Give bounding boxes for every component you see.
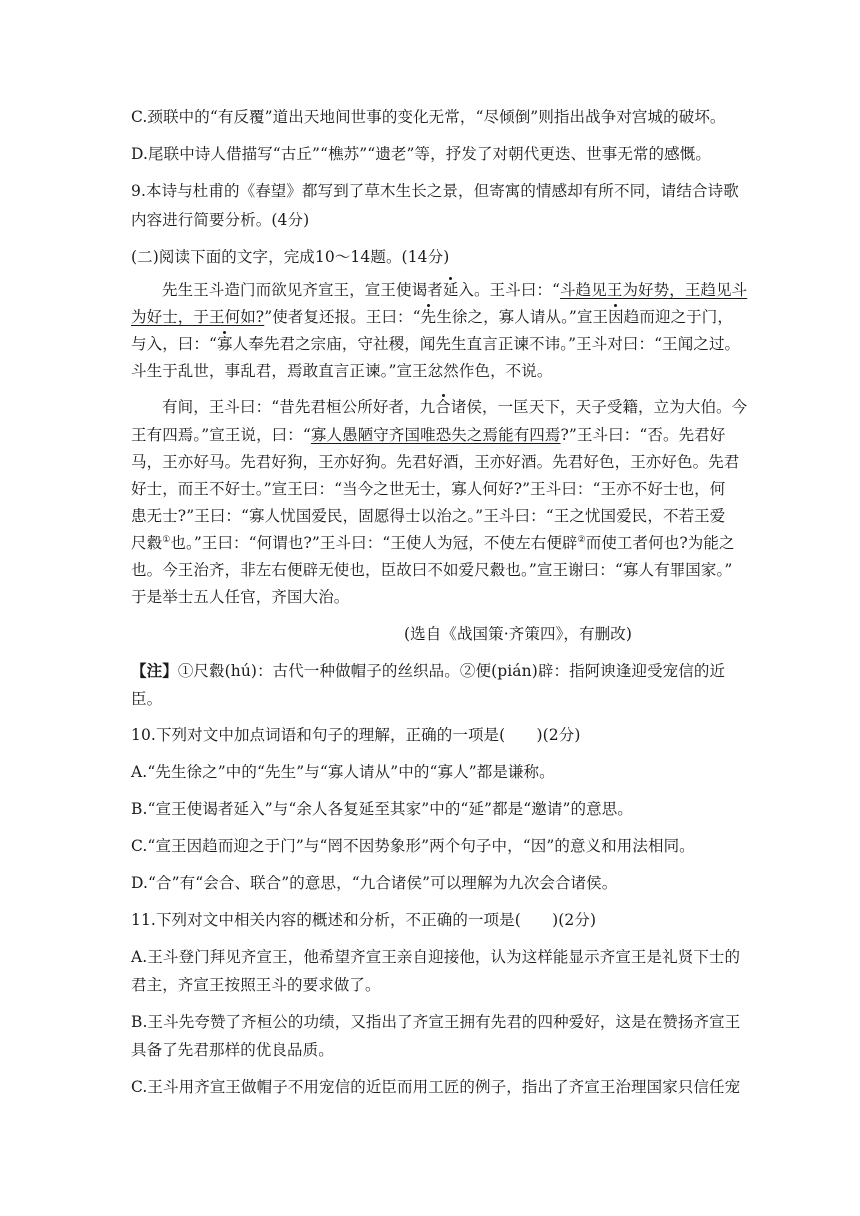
text-span: 而使工者何也?为能之	[585, 534, 735, 552]
text-span: 与入，曰：“	[131, 335, 218, 353]
q10-option-a: A.“先生徐之”中的“先生”与“寡人请从”中的“寡人”都是谦称。	[131, 763, 555, 781]
footnote-marker: ②	[577, 535, 586, 545]
text-span: 先生王斗造门而欲见齐宣王，宣王使谒者	[162, 281, 443, 299]
text-span: 王有四焉。”宣王说，曰：“	[131, 426, 311, 444]
q10-option-d: D.“合”有“会合、联合”的意思，“九合诸侯”可以理解为九次会合诸侯。	[131, 874, 618, 892]
notes-line1	[131, 661, 725, 681]
q11-option-b-line2: 具备了先君那样的优良品质。	[131, 1041, 334, 1059]
underlined-sentence: 为好士，于王何如?	[131, 308, 265, 326]
q8-option-c: C.颈联中的“有反覆”道出天地间世事的变化无常，“尽倾倒”则指出战争对宫城的破坏。	[131, 108, 726, 126]
footnote-marker: ①	[162, 535, 171, 545]
dotted-char: 因	[608, 308, 624, 326]
text-span: 人奉先君之宗庙，守社稷，闻先生直言正谏不讳。”王斗对曰：“王闻之过。	[232, 335, 741, 353]
q9-stem-line2: 内容进行简要分析。(4分)	[131, 211, 310, 229]
text-span: 尺縠	[131, 534, 163, 552]
text-span: 趋而迎之于门，	[623, 308, 733, 326]
passage-p2-line3: 马，王亦好马。先君好狗，王亦好狗。先君好酒，王亦好酒。先君好色，王亦好色。先君	[131, 453, 740, 471]
text-span: ①尺縠(hú)：古代一种做帽子的丝织品。②便(pián)辟：指阿谀逢迎受宠信的近	[177, 662, 726, 680]
q10-stem: 10.下列对文中加点词语和句子的理解，正确的一项是( )(2分)	[131, 726, 581, 744]
text-span: 有间，王斗曰：“昔先君桓公所好者，九	[162, 398, 436, 416]
passage-p2-line4: 好士，而王不好士。”宣王曰：“当今之世无士，寡人何好?”王斗曰：“王亦不好士也，何	[131, 480, 726, 498]
q10-option-c: C.“宣王因趋而迎之于门”与“罔不因势象形”两个句子中，“因”的意义和用法相同。	[131, 837, 695, 855]
text-span: ”使者复还报。王曰：“	[264, 308, 421, 326]
notes-label: 【注】	[131, 661, 178, 680]
passage-p2-line7: 也。今王治齐，非左右便辟无使也，臣故曰不如爱尺縠也。”宣王谢曰：“寡人有罪国家。”	[131, 561, 733, 579]
passage-p2-line2	[131, 425, 725, 445]
passage-p2-line1	[162, 397, 747, 417]
passage-source: (选自《战国策·齐策四》，有删改)	[404, 625, 632, 643]
text-span: 生徐之，寡人请从。”宣王	[436, 308, 609, 326]
q11-option-a-line1: A.王斗登门拜见齐宣王，他希望齐宣王亲自迎接他，认为这样能显示齐宣王是礼贤下士的	[131, 948, 741, 966]
passage-p1-line2	[131, 307, 733, 327]
text-span: 入。王斗曰：“	[458, 281, 561, 299]
q11-option-c-line1: C.王斗用齐宣王做帽子不用宠信的近臣而用工匠的例子，指出了齐宣王治理国家只信任宠	[131, 1078, 741, 1096]
q9-stem-line1: 9.本诗与杜甫的《春望》都写到了草木生长之景，但寄寓的情感却有所不同，请结合诗歌	[131, 182, 739, 200]
text-span: ?”王斗曰：“否。先君好	[560, 426, 726, 444]
notes-line2: 臣。	[131, 690, 163, 708]
text-span: 也。”王曰：“何谓也?”王斗曰：“王使人为冠，不使左右便辟	[170, 534, 578, 552]
dotted-char: 合	[435, 398, 451, 416]
passage-p2-line6	[131, 533, 735, 553]
underlined-sentence: 寡人愚陋守齐国唯恐失之焉能有四焉	[310, 426, 561, 444]
text-span: 诸侯，一匡天下，天子受籍，立为大伯。今	[450, 398, 748, 416]
q8-option-d: D.尾联中诗人借描写“古丘”“樵苏”“遗老”等，抒发了对朝代更迭、世事无常的感慨。	[131, 145, 711, 163]
section2-heading: (二)阅读下面的文字，完成10～14题。(14分)	[131, 248, 450, 266]
dotted-char: 先	[420, 308, 437, 326]
passage-p1-line4: 斗生于乱世，事乱君，焉敢直言正谏。”宣王忿然作色，不说。	[131, 362, 553, 380]
q11-option-a-line2: 君主，齐宣王按照王斗的要求做了。	[131, 976, 381, 994]
q11-stem: 11.下列对文中相关内容的概述和分析，不正确的一项是( )(2分)	[131, 911, 597, 929]
dotted-char: 寡	[217, 335, 233, 353]
underlined-sentence: 斗趋见王为好势，王趋见斗	[560, 281, 748, 299]
passage-p1-line1	[162, 280, 747, 300]
passage-p1-line3	[131, 334, 740, 354]
q11-option-b-line1: B.王斗先夸赞了齐桓公的功绩，又指出了齐宣王拥有先君的四种爱好，这是在赞扬齐宣王	[131, 1013, 741, 1031]
dotted-char: 延	[442, 281, 459, 299]
q10-option-b: B.“宣王使谒者延入”与“余人各复延至其家”中的“延”都是“邀请”的意思。	[131, 800, 633, 818]
passage-p2-line8: 于是举士五人任官，齐国大治。	[131, 588, 350, 606]
passage-p2-line5: 患无士?”王曰：“寡人忧国爱民，固愿得士以治之。”王斗曰：“王之忧国爱民，不若王爱	[131, 507, 726, 525]
